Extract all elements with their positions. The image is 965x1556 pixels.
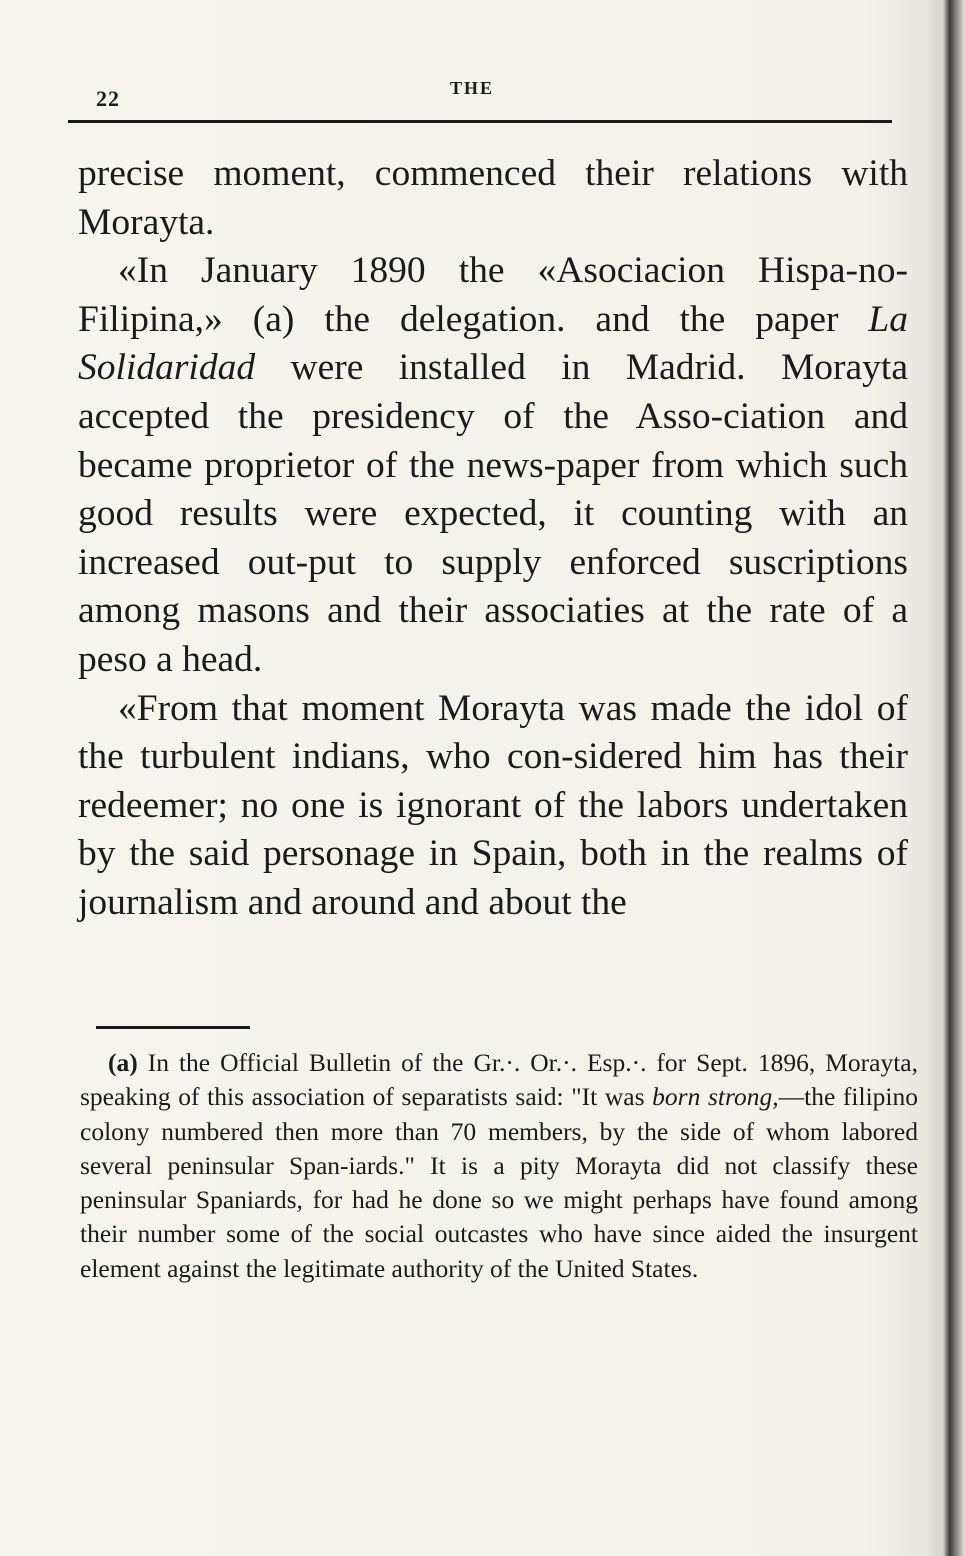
page-spine-shadow — [931, 0, 965, 1556]
footnote-italic: born strong, — [652, 1082, 779, 1112]
paragraph-2 — [78, 247, 908, 684]
paragraph-2-text-a: «In January 1890 the «Asociacion Hispa-no-Filipina,» (a) the delegation. and the paper — [78, 250, 908, 340]
paragraph-1 — [78, 150, 908, 247]
header-rule — [68, 120, 892, 123]
footnote-text-b: —the filipino colony numbered then more than 70 members, by the side of whom labored several peninsular Span-iards." It is a pity Morayta did not classify these peninsular Spaniards, for had he done so we might perhaps have found among their number some of the social outcastes who have since aided the insurgent element against the legitimate authority of the United States. — [80, 1082, 918, 1283]
page-header — [68, 76, 892, 124]
newspaper-title: La Solidaridad — [78, 298, 908, 389]
running-head: THE — [450, 78, 495, 98]
footnote-text-a: In the Official Bulletin of the Gr.·. Or.·. Esp.·. for Sept. 1896, Morayta, speaking of this association of separatists said: "It was — [80, 1048, 918, 1112]
footnote — [80, 1046, 918, 1286]
footnote-rule — [96, 1026, 250, 1029]
body-text — [78, 150, 908, 928]
footnote-mark: (a) — [108, 1048, 138, 1077]
paragraph-3 — [78, 685, 908, 928]
footnote-paragraph — [80, 1046, 918, 1286]
paragraph-1-text: precise moment, commenced their relations with Morayta. — [78, 153, 908, 243]
paragraph-3-text: «From that moment Morayta was made the idol of the turbulent indians, who con-sidered him has their redeemer; no one is ignorant of the labors undertaken by the said personage in Spain, both in the realms of journalism and around and about the — [78, 687, 908, 923]
page-number: 22 — [96, 86, 120, 111]
paragraph-2-text-b: were installed in Madrid. Morayta accepted the presidency of the Asso-ciation and became proprietor of the news-paper from which such good results were expected, it counting with an increased out-put to supply enforced suscriptions among masons and their associaties at the rate of a peso a head. — [78, 347, 908, 680]
